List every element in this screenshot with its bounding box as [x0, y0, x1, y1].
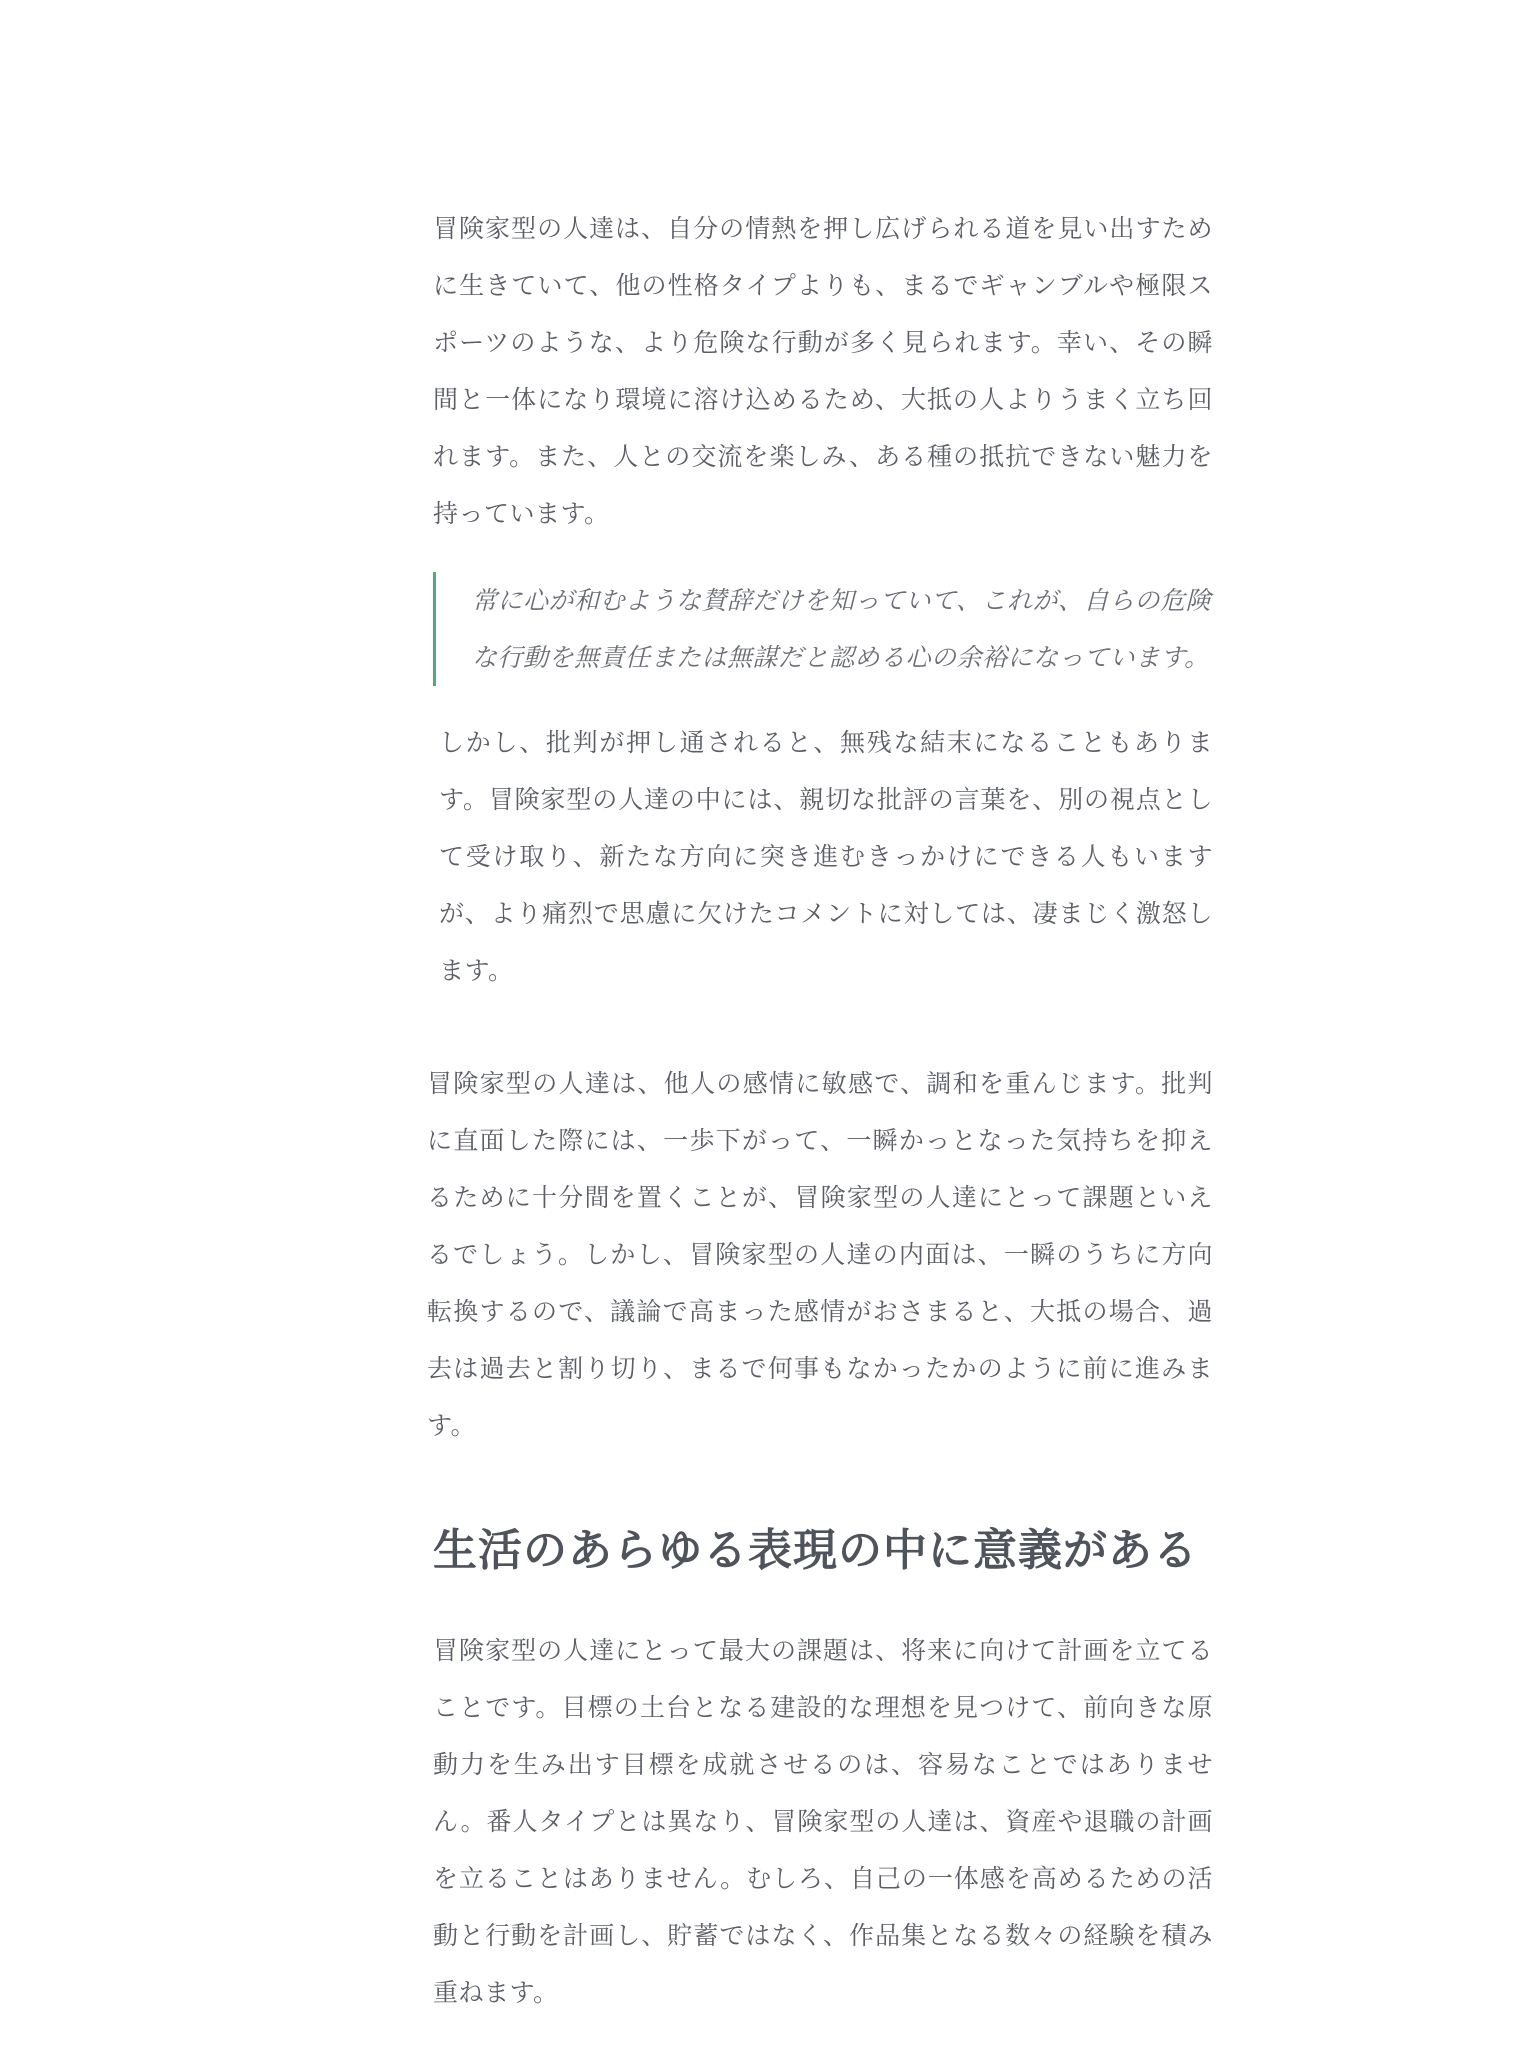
article-paragraph: しかし、批判が押し通されると、無残な結末になることもあります。冒険家型の人達の中には、親切な批評の言葉を、別の視点として受け取り、新たな方向に突き進むきっかけにできる人もいますが、より痛烈で思慮に欠けたコメントに対しては、凄まじく激怒します。: [439, 728, 1213, 985]
article-paragraph: 冒険家型の人達にとって最大の課題は、将来に向けて計画を立てることです。目標の土台となる建設的な理想を見つけて、前向きな原動力を生み出す目標を成就させるのは、容易なことではありません。番人タイプとは異なり、冒険家型の人達は、資産や退職の計画を立ることはありません。むしろ、自己の一体感を高めるための活動と行動を計画し、貯蓄ではなく、作品集となる数々の経験を積み重ねます。: [433, 1636, 1213, 2007]
article-paragraph: 冒険家型の人達は、他人の感情に敏感で、調和を重んじます。批判に直面した際には、一歩下がって、一瞬かっとなった気持ちを抑えるために十分間を置くことが、冒険家型の人達にとって課題といえるでしょう。しかし、冒険家型の人達の内面は、一瞬のうちに方向転換するので、議論で高まった感情がおさまると、大抵の場合、過去は過去と割り切り、まるで何事もなかったかのように前に進みます。: [427, 1069, 1213, 1440]
article-body: [427, 200, 1213, 2021]
article-blockquote: 常に心が和むような賛辞だけを知っていて、これが、自らの危険な行動を無責任または無謀だと認める心の余裕になっています。: [433, 572, 1213, 686]
article-paragraph: 冒険家型の人達は、自分の情熱を押し広げられる道を見い出すために生きていて、他の性格タイプよりも、まるでギャンブルや極限スポーツのような、より危険な行動が多く見られます。幸い、その瞬間と一体になり環境に溶け込めるため、大抵の人よりうまく立ち回れます。また、人との交流を楽しみ、ある種の抵抗できない魅力を持っています。: [433, 214, 1213, 528]
section-heading: 生活のあらゆる表現の中に意義がある: [433, 1525, 1198, 1576]
